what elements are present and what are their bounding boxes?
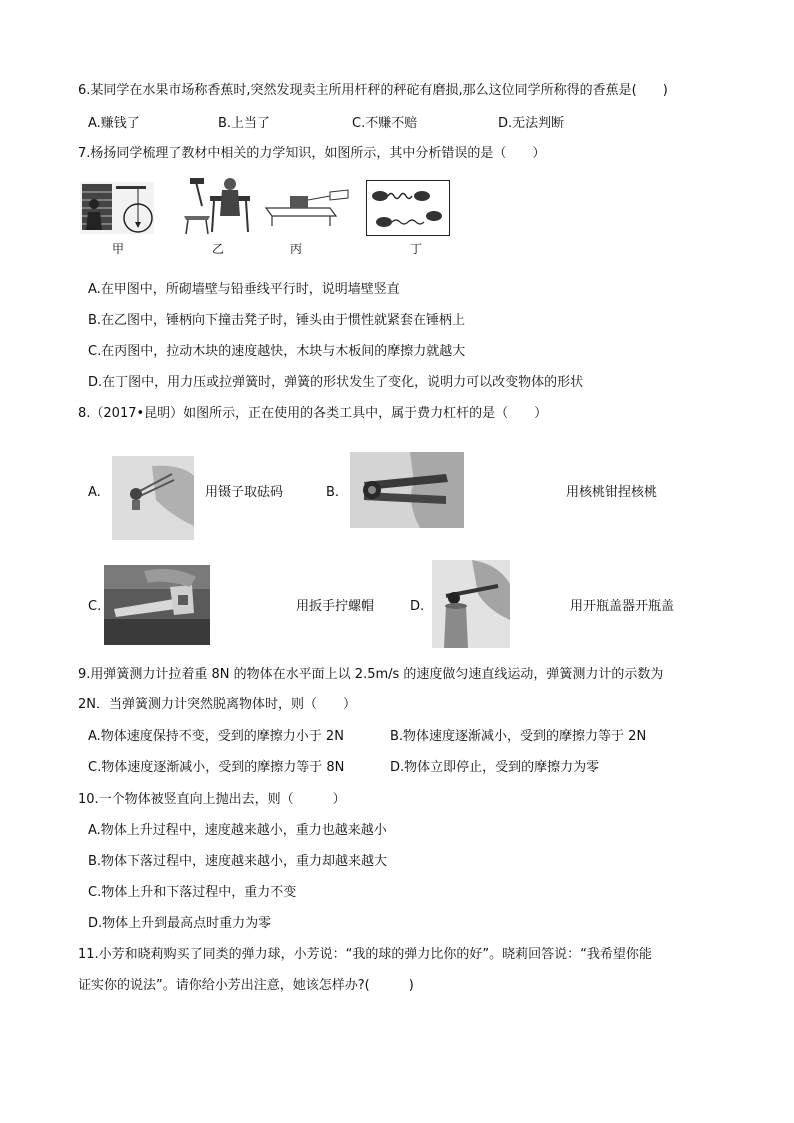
q10-stem: 10.一个物体被竖直向上抛出去，则（ ） — [78, 792, 346, 807]
q9-option-c: C.物体速度逐渐减小，受到的摩擦力等于 8N — [88, 760, 345, 775]
q6-option-c: C.不赚不赔 — [352, 116, 418, 131]
q7-figure-jia — [80, 182, 154, 234]
q8-option-d-letter: D. — [410, 599, 425, 614]
q6-stem: 6.某同学在水果市场称香蕉时,突然发现卖主所用杆秤的秤砣有磨损,那么这位同学所称得的香蕉是( ) — [78, 83, 668, 98]
q7-caption-yi: 乙 — [212, 242, 225, 256]
q8-option-b-letter: B. — [326, 485, 340, 500]
q11-stem-line2: 证实你的说法”。请你给小芳出注意，她该怎样办?( ) — [78, 978, 414, 993]
q8-option-c-letter: C. — [88, 599, 102, 614]
q9-stem-line2: 2N．当弹簧测力计突然脱离物体时，则（ ） — [78, 697, 356, 712]
q8-option-a-text: 用镊子取砝码 — [205, 485, 284, 500]
q9-stem-line1: 9.用弹簧测力计拉着重 8N 的物体在水平面上以 2.5m/s 的速度做匀速直线运动，弹簧测力计的示数为 — [78, 667, 664, 682]
q8-photo-bottle-opener — [432, 560, 510, 648]
q8-photo-nutcracker — [350, 452, 464, 528]
q7-caption-bing: 丙 — [290, 242, 303, 256]
q8-stem: 8.（2017•昆明）如图所示，正在使用的各类工具中，属于费力杠杆的是（ ） — [78, 406, 548, 421]
q10-option-b: B.物体下落过程中，速度越来越小，重力却越来越大 — [88, 854, 388, 869]
q9-option-b: B.物体速度逐渐减小，受到的摩擦力等于 2N — [390, 729, 647, 744]
q6-option-d: D.无法判断 — [498, 116, 565, 131]
q8-option-d-text: 用开瓶盖器开瓶盖 — [570, 599, 675, 614]
q7-figure-yi — [180, 176, 256, 236]
q8-photo-tweezers — [112, 456, 194, 540]
q8-photo-wrench — [104, 565, 210, 645]
q6-option-a: A.赚钱了 — [88, 116, 140, 131]
q10-option-d: D.物体上升到最高点时重力为零 — [88, 916, 272, 931]
q6-option-b: B.上当了 — [218, 116, 271, 131]
q7-caption-ding: 丁 — [410, 242, 423, 256]
q8-option-c-text: 用扳手拧螺帽 — [296, 599, 375, 614]
q7-option-b: B.在乙图中，锤柄向下撞击凳子时，锤头由于惯性就紧套在锤柄上 — [88, 313, 466, 328]
q8-option-b-text: 用核桃钳捏核桃 — [566, 485, 658, 500]
q11-stem-line1: 11.小芳和晓莉购买了同类的弹力球，小芳说：“我的球的弹力比你的好”。晓莉回答说：“我希望你能 — [78, 947, 652, 962]
q7-figure-bing — [264, 186, 350, 228]
q7-option-c: C.在丙图中，拉动木块的速度越快，木块与木板间的摩擦力就越大 — [88, 344, 466, 359]
q9-option-a: A.物体速度保持不变，受到的摩擦力小于 2N — [88, 729, 344, 744]
q7-caption-jia: 甲 — [112, 242, 125, 256]
q10-option-c: C.物体上升和下落过程中，重力不变 — [88, 885, 297, 900]
q8-option-a-letter: A. — [88, 485, 101, 500]
q7-figure-ding — [366, 180, 450, 236]
q7-option-d: D.在丁图中，用力压或拉弹簧时，弹簧的形状发生了变化，说明力可以改变物体的形状 — [88, 375, 584, 390]
q10-option-a: A.物体上升过程中，速度越来越小，重力也越来越小 — [88, 823, 387, 838]
q7-option-a: A.在甲图中，所砌墙壁与铅垂线平行时，说明墙壁竖直 — [88, 282, 400, 297]
q9-option-d: D.物体立即停止，受到的摩擦力为零 — [390, 760, 600, 775]
q7-stem: 7.杨扬同学梳理了教材中相关的力学知识，如图所示，其中分析错误的是（ ） — [78, 146, 546, 161]
